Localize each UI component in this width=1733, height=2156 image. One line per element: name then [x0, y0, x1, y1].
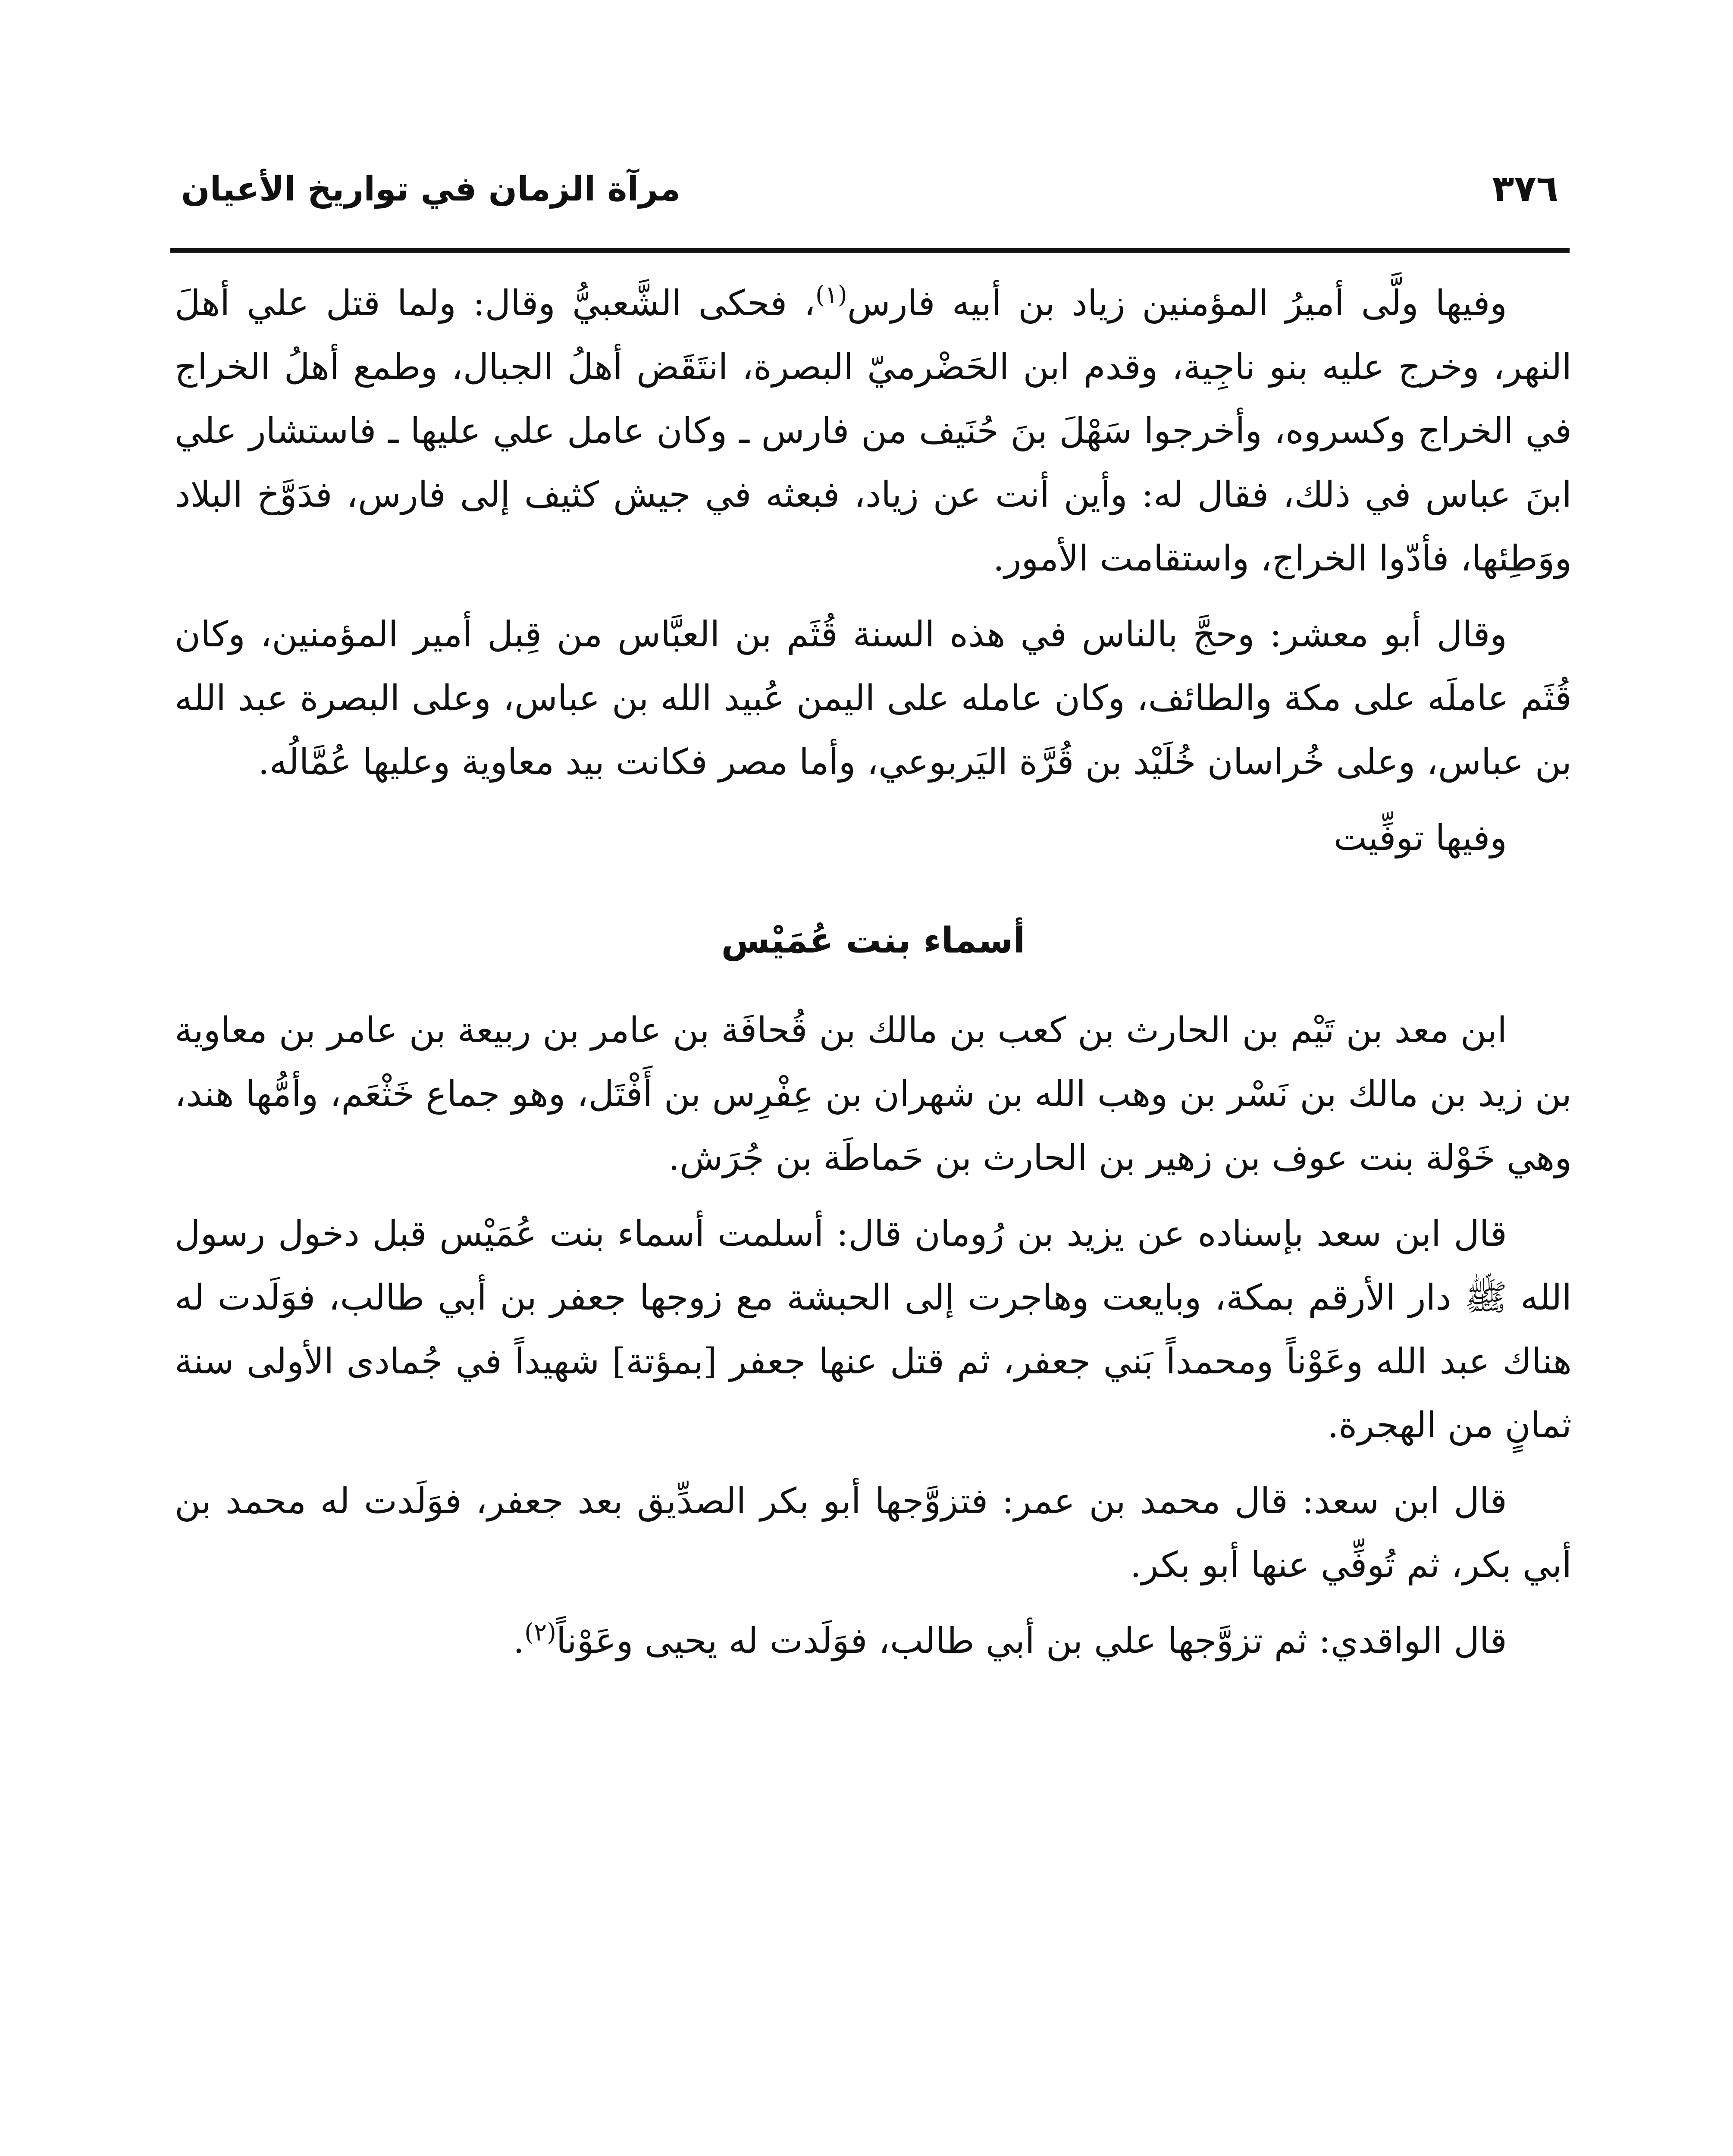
- paragraph-text-continued: ، فحكى الشَّعبيُّ وقال: ولما قتل علي أهلَ النهر، وخرج عليه بنو ناجِية، وقدم ابن الحَضْرميّ البصرة، انتَقَض أهلُ الجبال، وطمع أهلُ الخراج في الخراج وكسروه، وأخرجوا سَهْلَ بنَ حُنَيف من فارس ـ وكان عامل علي عليها ـ فاستشار علي ابنَ عباس في ذلك، فقال له: وأين أنت عن زياد، فبعثه في جيش كثيف إلى فارس، فدَوَّخ البلاد ووَطِئها، فأدّوا الخراج، واستقامت الأمور.: [175, 283, 1572, 579]
- paragraph-text: وفيها ولَّى أميرُ المؤمنين زياد بن أبيه فارس: [847, 283, 1507, 324]
- paragraph-ziyad: [175, 272, 1572, 591]
- section-heading: أسماء بنت عُمَيْس: [721, 920, 1025, 961]
- header-rule: [170, 248, 1570, 253]
- paragraph-waqidi: [175, 1609, 1572, 1673]
- paragraph-death-intro: [175, 806, 1572, 870]
- paragraph-abu-mashar: [175, 603, 1572, 794]
- paragraph-text: وقال أبو معشر: وحجَّ بالناس في هذه السنة قُثَم بن العبَّاس من قِبل أمير المؤمنين، وكان قُثَم عاملَه على مكة والطائف، وكان عامله على اليمن عُبيد الله بن عباس، وعلى البصرة عبد الله بن عباس، وعلى خُراسان خُلَيْد بن قُرَّة اليَربوعي، وأما مصر فكانت بيد معاوية وعليها عُمَّالُه.: [175, 614, 1572, 783]
- footnote-ref-2: (٢): [524, 1618, 556, 1647]
- paragraph-text: وفيها توفِّيت: [1333, 818, 1507, 859]
- paragraph-text: قال الواقدي: ثم تزوَّجها علي بن أبي طالب، فوَلَدت له يحيى وعَوْناً: [556, 1620, 1507, 1661]
- paragraph-text: قال ابن سعد بإسناده عن يزيد بن رُومان قال: أسلمت أسماء بنت عُمَيْس قبل دخول رسول الله ﷺ دار الأرقم بمكة، وبايعت وهاجرت إلى الحبشة مع زوجها جعفر بن أبي طالب، فوَلَدت له هناك عبد الله وعَوْناً ومحمداً بَني جعفر، ثم قتل عنها جعفر [بمؤتة] شهيداً في جُمادى الأولى سنة ثمانٍ من الهجرة.: [175, 1213, 1572, 1446]
- paragraph-lineage: [175, 999, 1572, 1190]
- paragraph-text: ابن معد بن تَيْم بن الحارث بن كعب بن مالك بن قُحافَة بن عامر بن ربيعة بن عامر بن معاوية بن زيد بن مالك بن نَسْر بن وهب الله بن شهران بن عِفْرِس بن أَفْتَل، وهو جماع خَثْعَم، وأمُّها هند، وهي خَوْلة بنت عوف بن زهير بن الحارث بن حَماطَة بن جُرَش.: [175, 1010, 1572, 1178]
- paragraph-ibn-saad: [175, 1202, 1572, 1457]
- paragraph-abu-bakr: [175, 1470, 1572, 1597]
- paragraph-text: قال ابن سعد: قال محمد بن عمر: فتزوَّجها أبو بكر الصدِّيق بعد جعفر، فوَلَدت له محمد بن أبي بكر، ثم تُوفِّي عنها أبو بكر.: [175, 1481, 1572, 1586]
- main-text: [175, 272, 1572, 1685]
- footnote-ref-1: (١): [815, 281, 847, 309]
- running-title: مرآة الزمان في تواريخ الأعيان: [181, 170, 681, 209]
- paragraph-text-continued: .: [513, 1620, 525, 1661]
- page-number: ٣٧٦: [1492, 167, 1558, 210]
